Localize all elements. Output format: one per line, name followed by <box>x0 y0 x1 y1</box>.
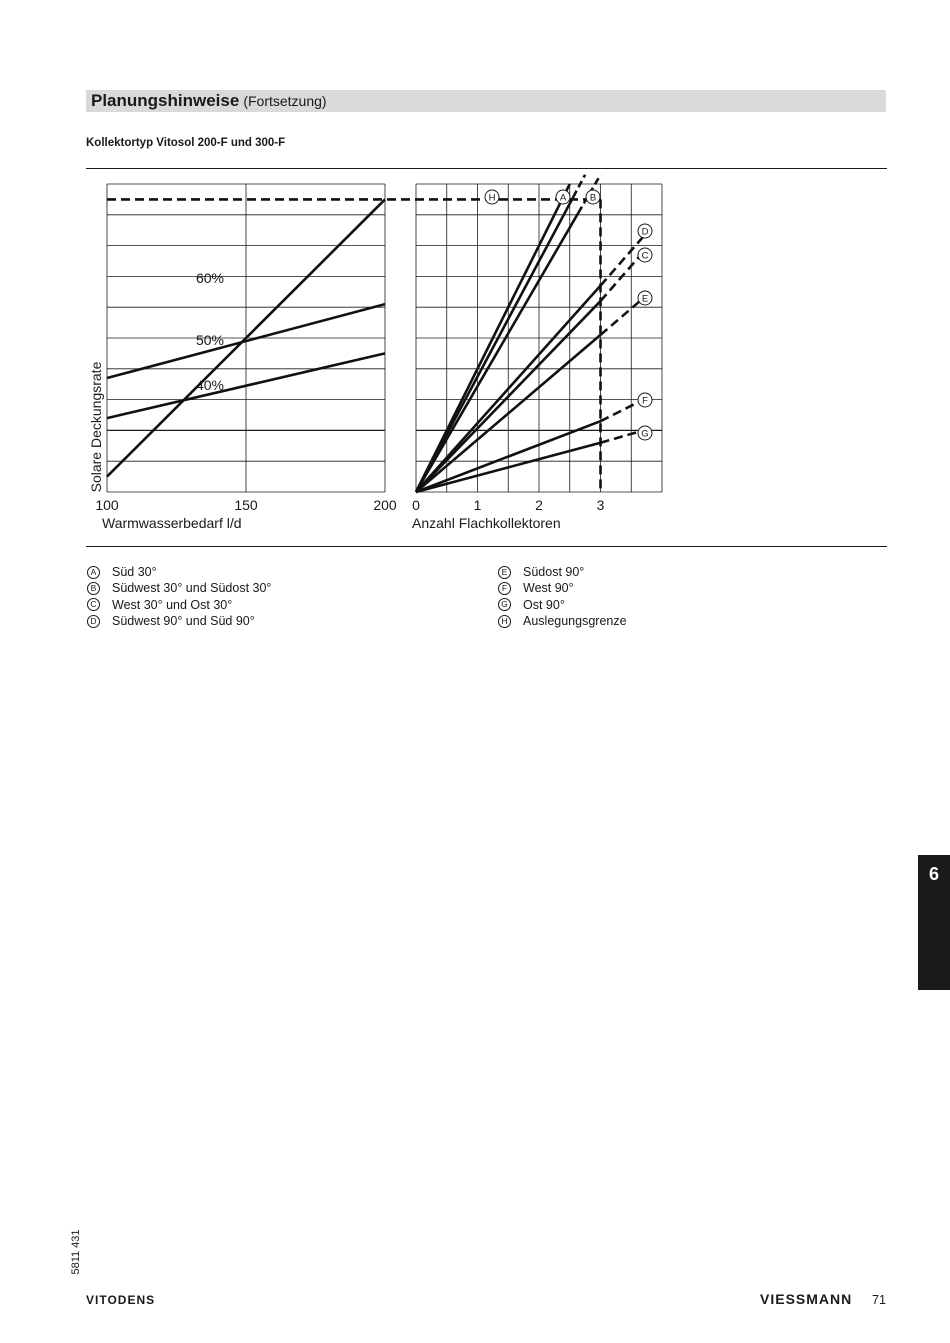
line-B <box>416 213 578 492</box>
marker-label-H: H <box>488 192 496 204</box>
x-tick-left: 150 <box>234 497 258 513</box>
line-E-dashed <box>601 298 644 335</box>
legend-key: F <box>498 582 511 595</box>
x-tick-right: 2 <box>535 497 543 513</box>
legend-key: C <box>87 598 100 611</box>
x-axis-label-right: Anzahl Flachkollektoren <box>412 515 561 531</box>
legend-key: G <box>498 598 511 611</box>
product-name: VITODENS <box>86 1293 156 1307</box>
chart <box>0 0 950 560</box>
x-axis-label-left: Warmwasserbedarf l/d <box>102 515 242 531</box>
legend-key: B <box>87 582 100 595</box>
marker-label-B: B <box>589 192 597 204</box>
x-tick-right: 3 <box>596 497 605 513</box>
x-tick-left: 200 <box>373 497 397 513</box>
legend-right <box>498 564 627 629</box>
marker-label-C: C <box>641 250 649 262</box>
legend-label: West 90° <box>523 581 574 596</box>
marker-label-E: E <box>641 293 649 305</box>
legend-item <box>498 597 627 613</box>
legend-left <box>87 564 271 629</box>
y-axis-label: Solare Deckungsrate <box>88 361 104 493</box>
line-A <box>416 197 573 492</box>
page-number: 71 <box>872 1293 886 1307</box>
brand-logo: VIESSMANN <box>760 1291 853 1307</box>
x-tick-right: 0 <box>412 497 420 513</box>
legend-key: H <box>498 615 511 628</box>
legend-label: Ost 90° <box>523 597 565 612</box>
legend-key: A <box>87 566 100 579</box>
legend-key: E <box>498 566 511 579</box>
legend-item <box>87 613 271 629</box>
marker-label-A: A <box>559 192 567 204</box>
legend-label: Auslegungsgrenze <box>523 614 627 629</box>
legend-label: Südost 90° <box>523 565 585 580</box>
line-F-dashed <box>601 400 644 422</box>
legend-item <box>87 597 271 613</box>
legend-item <box>87 580 271 596</box>
legend-item <box>498 564 627 580</box>
label-50pct: 50% <box>195 332 225 348</box>
label-40pct: 40% <box>195 377 225 393</box>
page-subtitle: (Fortsetzung) <box>243 93 327 109</box>
x-tick-left: 100 <box>95 497 119 513</box>
legend-label: Süd 30° <box>112 565 157 580</box>
line-A-dashed <box>573 175 585 197</box>
legend-label: Südwest 30° und Südost 30° <box>112 581 272 596</box>
marker-label-D: D <box>641 226 649 238</box>
chapter-tab[interactable] <box>918 855 950 990</box>
line-G-dashed <box>601 430 644 442</box>
legend-item <box>498 580 627 596</box>
x-tick-right: 1 <box>473 497 482 513</box>
label-60pct: 60% <box>195 270 225 286</box>
marker-label-G: G <box>641 428 649 440</box>
legend-label: Südwest 90° und Süd 90° <box>112 614 255 629</box>
legend-label: West 30° und Ost 30° <box>112 597 233 612</box>
legend-item <box>498 613 627 629</box>
legend-item <box>87 564 271 580</box>
chapter-number: 6 <box>928 864 939 884</box>
section-title: Kollektortyp Vitosol 200-F und 300-F <box>86 137 286 149</box>
marker-label-F: F <box>642 395 648 407</box>
page-title: Planungshinweise (Fortsetzung) <box>91 91 327 110</box>
legend-key: D <box>87 615 100 628</box>
